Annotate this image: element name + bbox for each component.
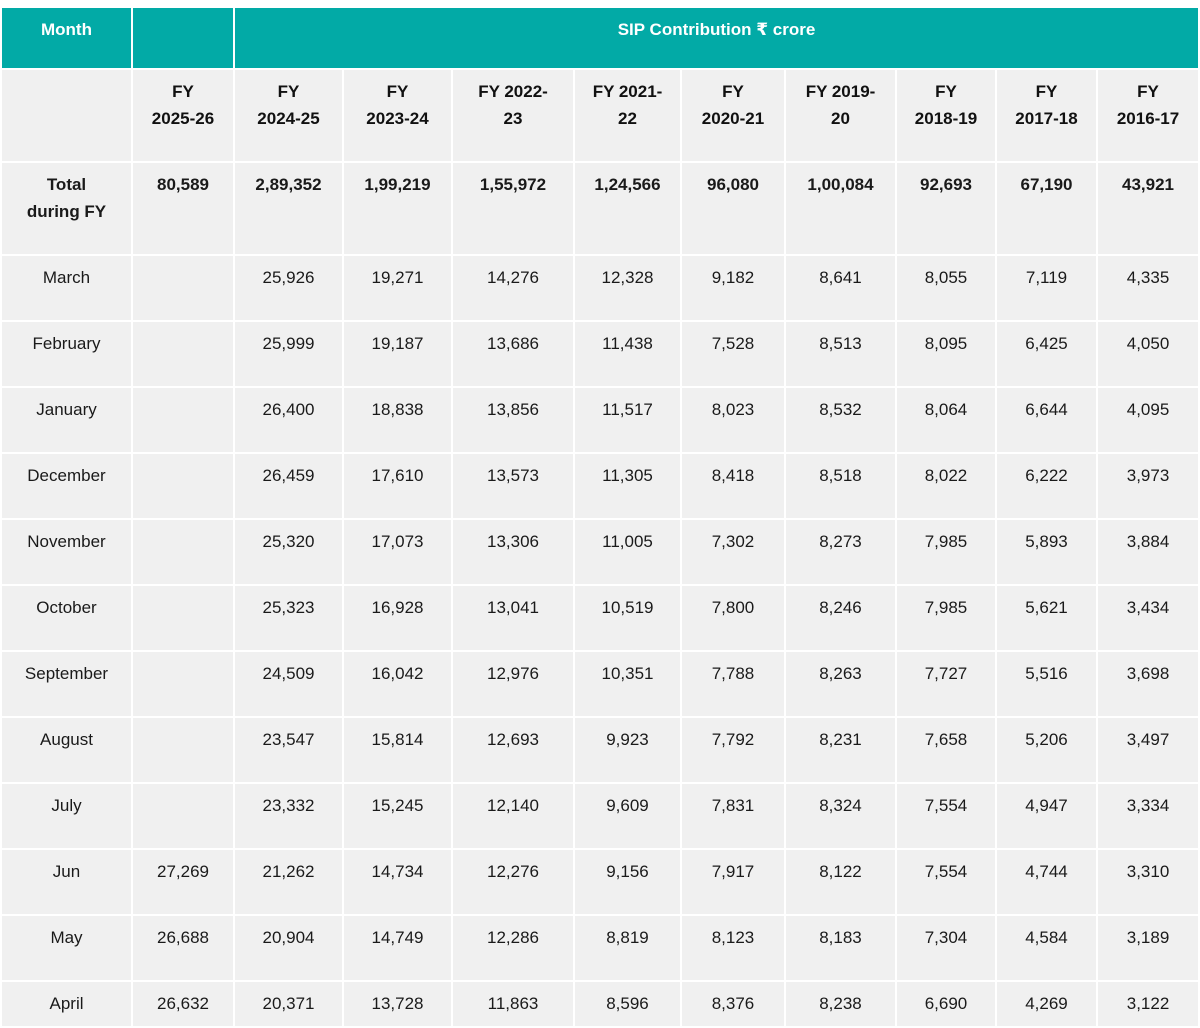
total-label-line2: during FY <box>26 202 107 221</box>
contribution-cell: 7,792 <box>681 717 785 783</box>
contribution-cell: 6,690 <box>896 981 996 1027</box>
contribution-cell: 10,351 <box>574 651 681 717</box>
contribution-cell: 3,310 <box>1097 849 1199 915</box>
month-row <box>1 981 1199 1027</box>
contribution-cell: 8,532 <box>785 387 896 453</box>
contribution-cell: 14,749 <box>343 915 452 981</box>
sip-contribution-header: SIP Contribution ₹ crore <box>234 7 1199 69</box>
blank-header-cell <box>132 7 234 69</box>
month-label: March <box>1 255 132 321</box>
fy-corner-cell <box>1 69 132 162</box>
contribution-cell <box>132 387 234 453</box>
contribution-cell: 5,621 <box>996 585 1097 651</box>
contribution-cell <box>132 453 234 519</box>
contribution-cell: 26,459 <box>234 453 343 519</box>
fy-header-line2: 2016-17 <box>1116 109 1180 128</box>
contribution-cell: 13,686 <box>452 321 574 387</box>
contribution-cell: 12,286 <box>452 915 574 981</box>
contribution-cell: 4,947 <box>996 783 1097 849</box>
fy-header-line2: 20 <box>831 109 850 128</box>
month-row <box>1 915 1199 981</box>
fy-header-line1: FY <box>172 82 194 101</box>
fy-header-line1: FY <box>1035 82 1058 101</box>
fy-header-line2: 2024-25 <box>257 109 320 128</box>
month-label: January <box>1 387 132 453</box>
contribution-cell: 21,262 <box>234 849 343 915</box>
contribution-cell: 8,022 <box>896 453 996 519</box>
month-label: October <box>1 585 132 651</box>
month-label: November <box>1 519 132 585</box>
contribution-cell: 23,547 <box>234 717 343 783</box>
fy-header-line2: 2023-24 <box>366 109 429 128</box>
contribution-cell: 11,863 <box>452 981 574 1027</box>
contribution-cell <box>132 717 234 783</box>
contribution-cell: 8,122 <box>785 849 896 915</box>
contribution-cell: 13,573 <box>452 453 574 519</box>
contribution-cell <box>132 321 234 387</box>
contribution-cell: 8,596 <box>574 981 681 1027</box>
total-value: 92,693 <box>896 162 996 255</box>
month-label: September <box>1 651 132 717</box>
contribution-cell: 25,999 <box>234 321 343 387</box>
total-value: 1,00,084 <box>785 162 896 255</box>
contribution-cell: 14,276 <box>452 255 574 321</box>
contribution-cell: 7,119 <box>996 255 1097 321</box>
fy-column-header <box>996 69 1097 162</box>
fy-header-line1: FY <box>277 82 300 101</box>
fy-header-line1: FY 2019- <box>805 82 876 101</box>
contribution-cell: 4,584 <box>996 915 1097 981</box>
sip-contribution-table <box>0 6 1200 1028</box>
contribution-cell: 25,926 <box>234 255 343 321</box>
contribution-cell: 8,263 <box>785 651 896 717</box>
contribution-cell: 19,271 <box>343 255 452 321</box>
contribution-cell <box>132 651 234 717</box>
contribution-cell: 8,376 <box>681 981 785 1027</box>
total-value: 1,24,566 <box>574 162 681 255</box>
contribution-cell: 6,425 <box>996 321 1097 387</box>
fy-column-header <box>343 69 452 162</box>
contribution-cell: 7,985 <box>896 519 996 585</box>
month-row <box>1 783 1199 849</box>
contribution-cell: 5,516 <box>996 651 1097 717</box>
contribution-cell: 8,095 <box>896 321 996 387</box>
fy-header-line1: FY <box>386 82 409 101</box>
contribution-cell: 8,641 <box>785 255 896 321</box>
month-row <box>1 387 1199 453</box>
contribution-cell: 9,156 <box>574 849 681 915</box>
fy-header-line1: FY 2021- <box>592 82 663 101</box>
month-row <box>1 651 1199 717</box>
contribution-cell: 6,222 <box>996 453 1097 519</box>
month-row <box>1 717 1199 783</box>
month-label: December <box>1 453 132 519</box>
fy-column-header <box>896 69 996 162</box>
contribution-cell <box>132 255 234 321</box>
fy-column-header <box>1097 69 1199 162</box>
contribution-cell: 8,518 <box>785 453 896 519</box>
month-label: February <box>1 321 132 387</box>
total-value: 1,99,219 <box>343 162 452 255</box>
contribution-cell: 8,123 <box>681 915 785 981</box>
contribution-cell: 5,893 <box>996 519 1097 585</box>
fy-header-line2: 2018-19 <box>914 109 978 128</box>
contribution-cell: 12,140 <box>452 783 574 849</box>
fy-column-header <box>681 69 785 162</box>
contribution-cell: 17,073 <box>343 519 452 585</box>
fy-column-header <box>574 69 681 162</box>
contribution-cell: 7,658 <box>896 717 996 783</box>
month-label: August <box>1 717 132 783</box>
contribution-cell: 12,976 <box>452 651 574 717</box>
month-label: May <box>1 915 132 981</box>
contribution-cell: 8,273 <box>785 519 896 585</box>
contribution-cell: 16,928 <box>343 585 452 651</box>
contribution-cell: 11,305 <box>574 453 681 519</box>
contribution-cell: 18,838 <box>343 387 452 453</box>
contribution-cell: 3,884 <box>1097 519 1199 585</box>
contribution-cell: 8,055 <box>896 255 996 321</box>
contribution-cell: 20,371 <box>234 981 343 1027</box>
contribution-cell: 7,800 <box>681 585 785 651</box>
contribution-cell: 8,238 <box>785 981 896 1027</box>
contribution-cell: 3,189 <box>1097 915 1199 981</box>
total-value: 1,55,972 <box>452 162 574 255</box>
contribution-cell: 13,728 <box>343 981 452 1027</box>
contribution-cell: 8,246 <box>785 585 896 651</box>
contribution-cell: 4,744 <box>996 849 1097 915</box>
total-label <box>1 162 132 255</box>
total-label-line1: Total <box>46 175 87 194</box>
contribution-cell: 8,418 <box>681 453 785 519</box>
contribution-cell: 8,324 <box>785 783 896 849</box>
month-label: Jun <box>1 849 132 915</box>
contribution-cell: 16,042 <box>343 651 452 717</box>
total-row <box>1 162 1199 255</box>
total-value: 80,589 <box>132 162 234 255</box>
contribution-cell: 12,693 <box>452 717 574 783</box>
month-row <box>1 453 1199 519</box>
contribution-cell: 14,734 <box>343 849 452 915</box>
contribution-cell: 24,509 <box>234 651 343 717</box>
contribution-cell: 7,985 <box>896 585 996 651</box>
contribution-cell: 12,276 <box>452 849 574 915</box>
contribution-cell: 4,335 <box>1097 255 1199 321</box>
contribution-cell: 7,554 <box>896 849 996 915</box>
contribution-cell: 13,041 <box>452 585 574 651</box>
contribution-cell: 15,245 <box>343 783 452 849</box>
contribution-cell: 8,513 <box>785 321 896 387</box>
contribution-cell: 7,727 <box>896 651 996 717</box>
fy-header-line1: FY <box>1137 82 1159 101</box>
fy-header-line2: 2017-18 <box>1015 109 1078 128</box>
contribution-cell: 7,302 <box>681 519 785 585</box>
contribution-cell: 4,269 <box>996 981 1097 1027</box>
total-value: 67,190 <box>996 162 1097 255</box>
fy-header-line1: FY <box>935 82 957 101</box>
contribution-cell: 4,095 <box>1097 387 1199 453</box>
contribution-cell: 27,269 <box>132 849 234 915</box>
month-row <box>1 255 1199 321</box>
contribution-cell: 3,434 <box>1097 585 1199 651</box>
contribution-cell: 3,698 <box>1097 651 1199 717</box>
contribution-cell: 13,306 <box>452 519 574 585</box>
month-row <box>1 585 1199 651</box>
fy-header-line2: 23 <box>503 109 523 128</box>
contribution-cell: 12,328 <box>574 255 681 321</box>
contribution-cell: 6,644 <box>996 387 1097 453</box>
contribution-cell: 3,973 <box>1097 453 1199 519</box>
month-label: April <box>1 981 132 1027</box>
total-value: 43,921 <box>1097 162 1199 255</box>
contribution-cell: 26,632 <box>132 981 234 1027</box>
contribution-cell: 8,183 <box>785 915 896 981</box>
contribution-cell: 5,206 <box>996 717 1097 783</box>
contribution-cell: 3,122 <box>1097 981 1199 1027</box>
fy-column-header <box>785 69 896 162</box>
contribution-cell: 19,187 <box>343 321 452 387</box>
contribution-cell: 25,323 <box>234 585 343 651</box>
month-row <box>1 321 1199 387</box>
contribution-cell: 11,438 <box>574 321 681 387</box>
contribution-cell: 20,904 <box>234 915 343 981</box>
contribution-cell: 9,609 <box>574 783 681 849</box>
contribution-cell: 26,400 <box>234 387 343 453</box>
contribution-cell: 23,332 <box>234 783 343 849</box>
month-header: Month <box>1 7 132 69</box>
total-value: 2,89,352 <box>234 162 343 255</box>
contribution-cell: 9,923 <box>574 717 681 783</box>
contribution-cell: 3,334 <box>1097 783 1199 849</box>
contribution-cell: 7,528 <box>681 321 785 387</box>
contribution-cell: 8,064 <box>896 387 996 453</box>
contribution-cell: 9,182 <box>681 255 785 321</box>
contribution-cell: 7,304 <box>896 915 996 981</box>
contribution-cell: 8,231 <box>785 717 896 783</box>
contribution-cell: 25,320 <box>234 519 343 585</box>
contribution-cell: 13,856 <box>452 387 574 453</box>
contribution-cell: 8,023 <box>681 387 785 453</box>
contribution-cell: 11,005 <box>574 519 681 585</box>
fy-column-header <box>132 69 234 162</box>
contribution-cell: 8,819 <box>574 915 681 981</box>
contribution-cell <box>132 519 234 585</box>
contribution-cell: 10,519 <box>574 585 681 651</box>
contribution-cell: 7,831 <box>681 783 785 849</box>
contribution-cell <box>132 783 234 849</box>
contribution-cell: 11,517 <box>574 387 681 453</box>
month-row <box>1 849 1199 915</box>
fy-header-line2: 22 <box>618 109 637 128</box>
contribution-cell: 7,554 <box>896 783 996 849</box>
fy-header-line2: 2025-26 <box>151 109 215 128</box>
contribution-cell <box>132 585 234 651</box>
contribution-cell: 4,050 <box>1097 321 1199 387</box>
fy-header-line2: 2020-21 <box>701 109 765 128</box>
contribution-cell: 26,688 <box>132 915 234 981</box>
fy-header-line1: FY <box>722 82 744 101</box>
contribution-cell: 17,610 <box>343 453 452 519</box>
month-label: July <box>1 783 132 849</box>
fy-column-header <box>234 69 343 162</box>
fy-header-line1: FY 2022- <box>478 82 548 101</box>
contribution-cell: 15,814 <box>343 717 452 783</box>
contribution-cell: 7,788 <box>681 651 785 717</box>
contribution-cell: 3,497 <box>1097 717 1199 783</box>
fy-header-row <box>1 69 1199 162</box>
month-row <box>1 519 1199 585</box>
header-row <box>1 7 1199 69</box>
contribution-cell: 7,917 <box>681 849 785 915</box>
fy-column-header <box>452 69 574 162</box>
total-value: 96,080 <box>681 162 785 255</box>
